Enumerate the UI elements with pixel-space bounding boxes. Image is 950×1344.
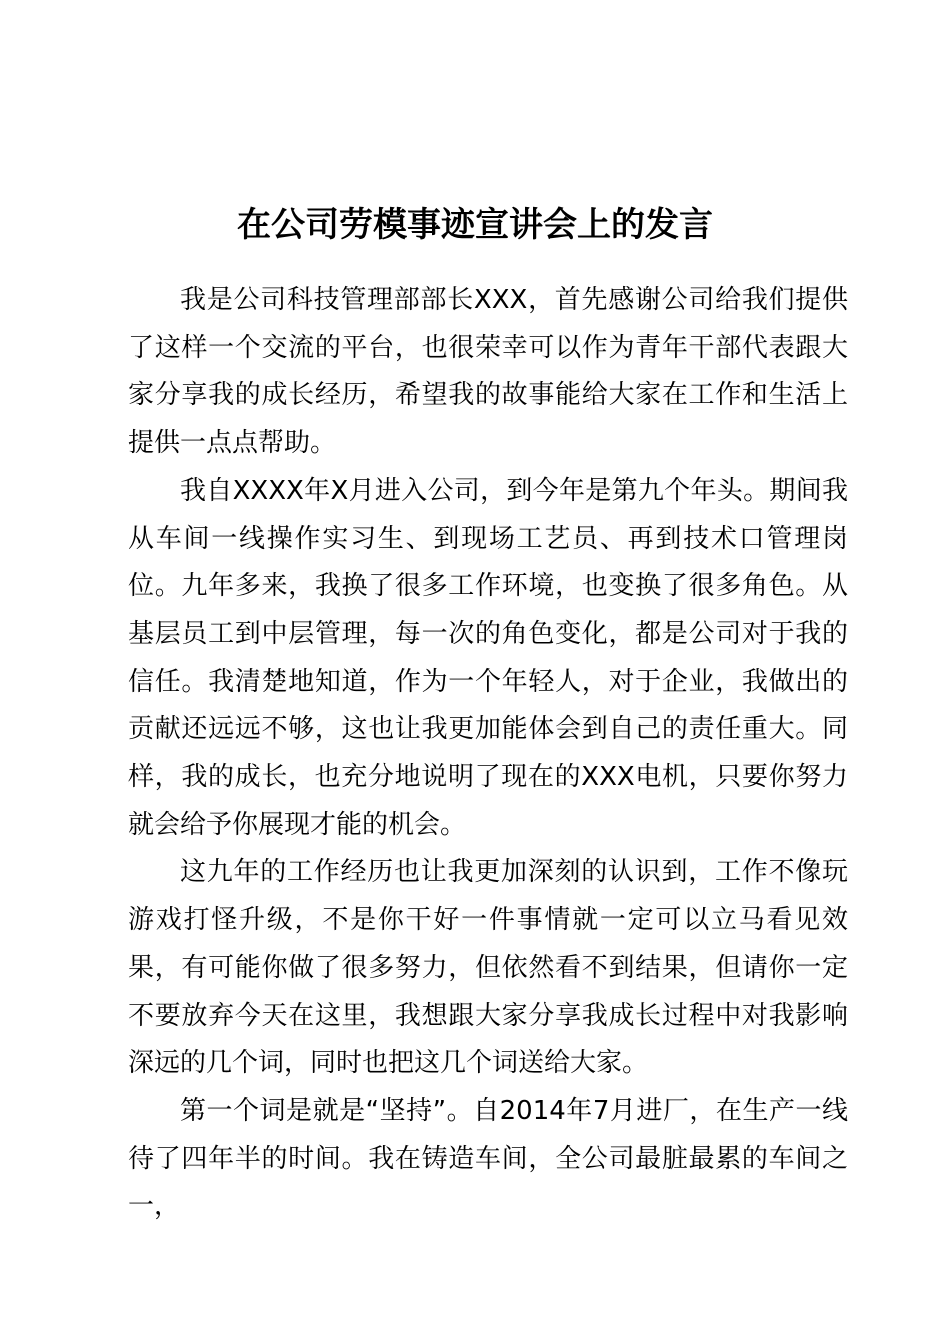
document-title: 在公司劳模事迹宣讲会上的发言 [237,205,713,245]
paragraph-3: 这九年的工作经历也让我更加深刻的认识到，工作不像玩游戏打怪升级，不是你干好一件事情就一定可以立马看见效果，有可能你做了很多努力，但依然看不到结果，但请你一定不要放弃今天在这里，我想跟大家分享我成长过程中对我影响深远的几个词，同时也把这几个词送给大家。 [128,857,848,1079]
paragraph-4: 第一个词是就是“坚持”。自2014年7月进厂，在生产一线待了四年半的时间。我在铸造车间，全公司最脏最累的车间之一， [128,1095,848,1222]
document-body [128,277,848,1231]
paragraph-1: 我是公司科技管理部部长XXX，首先感谢公司给我们提供了这样一个交流的平台，也很荣幸可以作为青年干部代表跟大家分享我的成长经历，希望我的故事能给大家在工作和生活上提供一点点帮助。 [128,285,848,459]
paragraph-2: 我自XXXX年X月进入公司，到今年是第九个年头。期间我从车间一线操作实习生、到现场工艺员、再到技术口管理岗位。九年多来，我换了很多工作环境，也变换了很多角色。从基层员工到中层管理，每一次的角色变化，都是公司对于我的信任。我清楚地知道，作为一个年轻人，对于企业，我做出的贡献还远远不够，这也让我更加能体会到自己的责任重大。同样，我的成长，也充分地说明了现在的XXX电机，只要你努力就会给予你展现才能的机会。 [128,475,848,840]
